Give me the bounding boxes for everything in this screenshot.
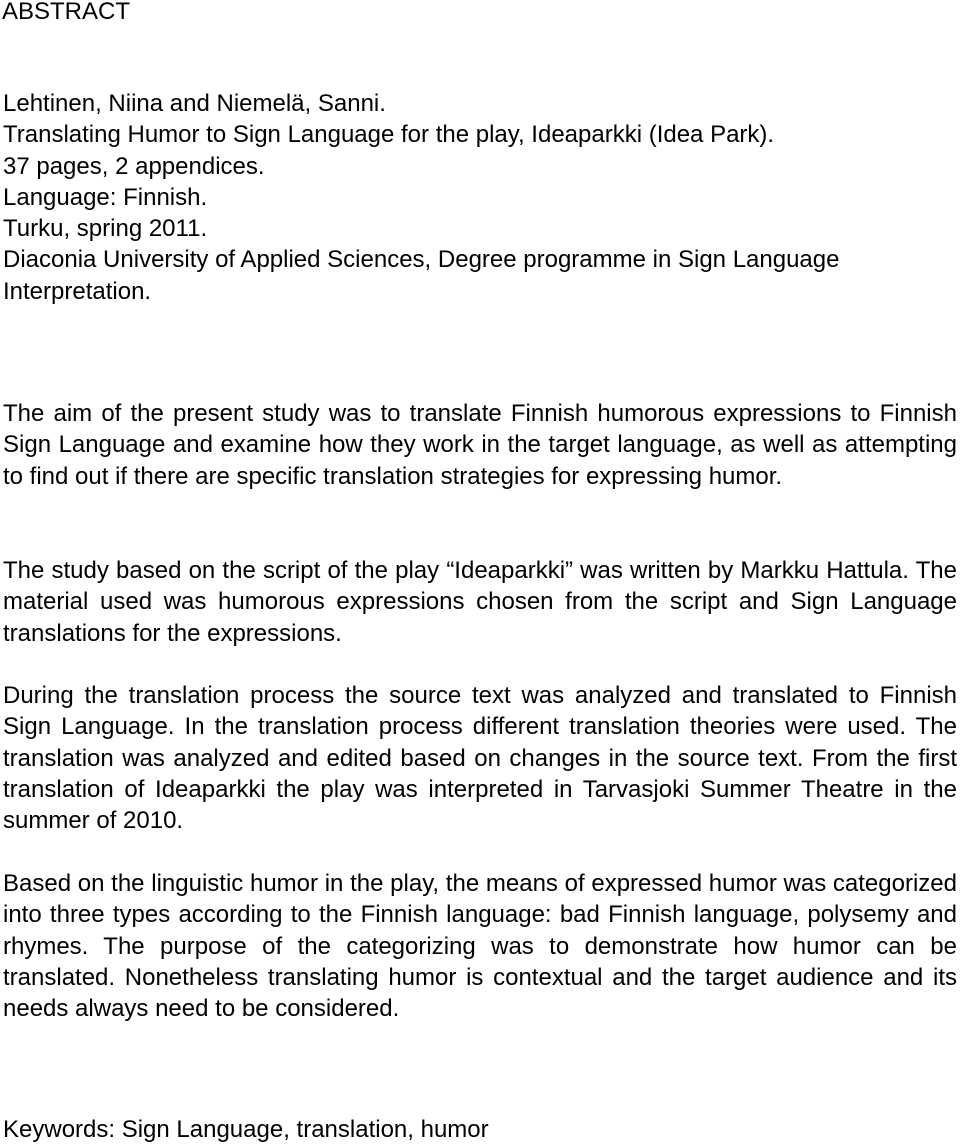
place-date: Turku, spring 2011. [3,215,208,243]
thesis-title: Translating Humor to Sign Language for the play, Ideaparkki (Idea Park). [3,121,775,149]
page-title: ABSTRACT [2,0,131,25]
paragraph-process: During the translation process the source text was analyzed and translated to Finnish Sign Language. In the translation process different translation theories were used. The translation was analyzed and edited based on changes in the source text. From the first translation of Ideaparkki the play was interpreted in Tarvasjoki Summer Theatre in the summer of 2010. [3,682,957,835]
institution: Diaconia University of Applied Sciences, Degree programme in Sign Language [3,246,840,274]
paragraph-study: The study based on the script of the play “Ideaparkki” was written by Markku Hattula. The material used was humorous expressions chosen from the script and Sign Language translations for the expressions. [3,557,957,647]
paragraph-aim: The aim of the present study was to translate Finnish humorous expressions to Finnish Sign Language and examine how they work in the target language, as well as attempting to find out if there are specific translation strategies for expressing humor. [3,400,957,490]
institution-continued: Interpretation. [3,277,152,305]
authors: Lehtinen, Niina and Niemelä, Sanni. [3,90,386,117]
keywords: Keywords: Sign Language, translation, humor [3,1116,489,1143]
language: Language: Finnish. [3,183,208,211]
bibliographic-info [3,88,953,307]
paragraph-linguistic: Based on the linguistic humor in the play, the means of expressed humor was categorized into three types according to the Finnish language: bad Finnish language, polysemy and rhymes. The purpose of the categorizing was to demonstrate how humor can be translated. Nonetheless translating humor is contextual and the target audience and its needs always need to be considered. [3,870,957,1023]
page-count: 37 pages, 2 appendices. [3,152,265,180]
